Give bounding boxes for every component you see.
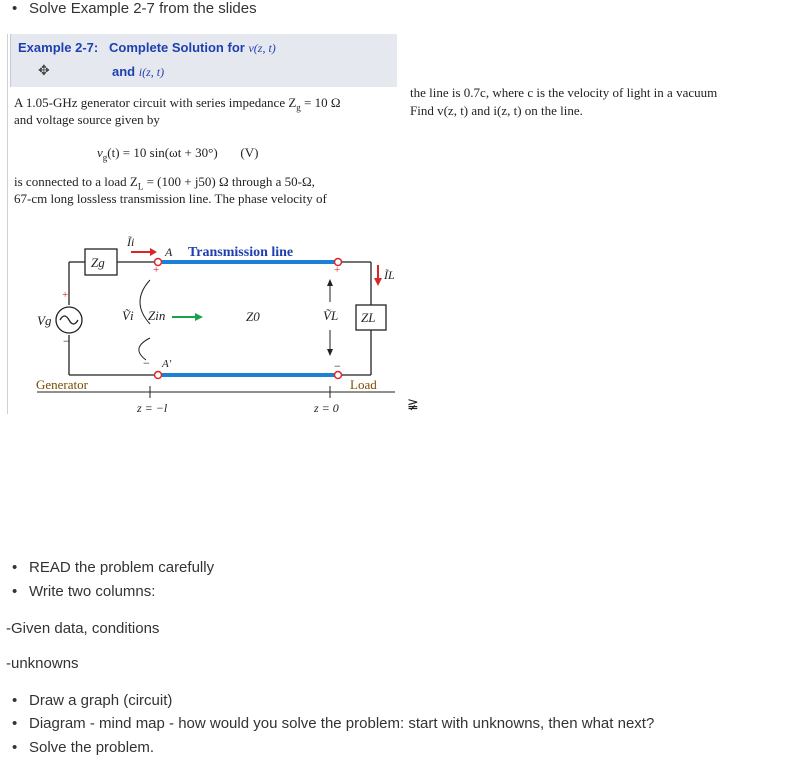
zl-label: ZL	[361, 310, 376, 325]
load-minus: −	[334, 359, 341, 373]
il-arrow-icon	[374, 278, 382, 286]
load-plus: +	[334, 264, 341, 276]
z0-label: Z0	[246, 309, 260, 324]
equation: $v_g(t) = 10$ sin(ωt + 30°) (V)	[97, 145, 259, 163]
problem-line-1: A 1.05-GHz generator circuit with series impedance $Z_g = 10$ Ω	[14, 95, 341, 113]
source-minus: −	[63, 334, 70, 348]
source-plus: +	[62, 289, 69, 301]
bullet-read-problem	[12, 559, 214, 576]
vi-label: Ṽi	[122, 308, 134, 323]
bullet-draw-graph	[12, 692, 172, 709]
terminal-a-prime	[155, 372, 162, 379]
terminal-plus: +	[153, 264, 160, 276]
tl-label: Transmission line	[188, 245, 294, 260]
bullet-text: Draw a graph (circuit)	[29, 692, 173, 709]
example-title: Example 2-7: Complete Solution for v(z, t)	[18, 40, 276, 55]
bullet-solve	[12, 739, 154, 756]
unknowns-line: -unknowns	[6, 655, 79, 672]
move-cursor-icon: ✥	[38, 62, 50, 78]
load-label: Load	[350, 377, 377, 392]
bullet-text: Solve Example 2-7 from the slides	[29, 0, 257, 17]
bullet-two-columns	[12, 583, 155, 600]
problem-line-3: is connected to a load $Z_L = (100 + j50)$ Ω through a 50-Ω,	[14, 174, 315, 192]
zg-label: Zg	[91, 255, 105, 270]
ii-label: Ĩi	[127, 235, 135, 249]
problem-right-line-1: the line is 0.7c, where c is the velocity of light in a vacuum	[410, 85, 718, 100]
problem-right-line-2: Find v(z, t) and i(z, t) on the line.	[410, 103, 583, 118]
problem-line-4: 67-cm long lossless transmission line. The phase velocity of	[14, 191, 327, 206]
terminal-minus: −	[143, 356, 150, 370]
given-data-line: -Given data, conditions	[6, 620, 160, 637]
generator-label: Generator	[36, 377, 88, 392]
bullet-text: READ the problem carefully	[29, 559, 215, 576]
example-title-line2: and i(z, t)	[112, 64, 165, 79]
vg-label: Vg	[37, 313, 52, 328]
z-start-label: z = −l	[137, 401, 168, 415]
zin-label: Zin	[148, 308, 166, 323]
bullet-mind-map	[12, 715, 654, 732]
bullet-text: Write two columns:	[29, 583, 156, 600]
z-end-label: z = 0	[314, 401, 339, 415]
bullet-text: Diagram - mind map - how would you solve the problem: start with unknowns, then what next?	[29, 715, 655, 732]
terminal-a-label: A	[165, 245, 173, 259]
problem-line-2: and voltage source given by	[14, 112, 160, 127]
terminal-a-prime-label: A'	[162, 358, 172, 370]
zin-arrow-icon	[195, 313, 203, 321]
bullet-text: Solve the problem.	[29, 739, 155, 756]
z-axis-icon: ≩	[407, 397, 419, 412]
vl-label: ṼL	[323, 308, 339, 323]
il-label: ĨL	[384, 268, 395, 282]
